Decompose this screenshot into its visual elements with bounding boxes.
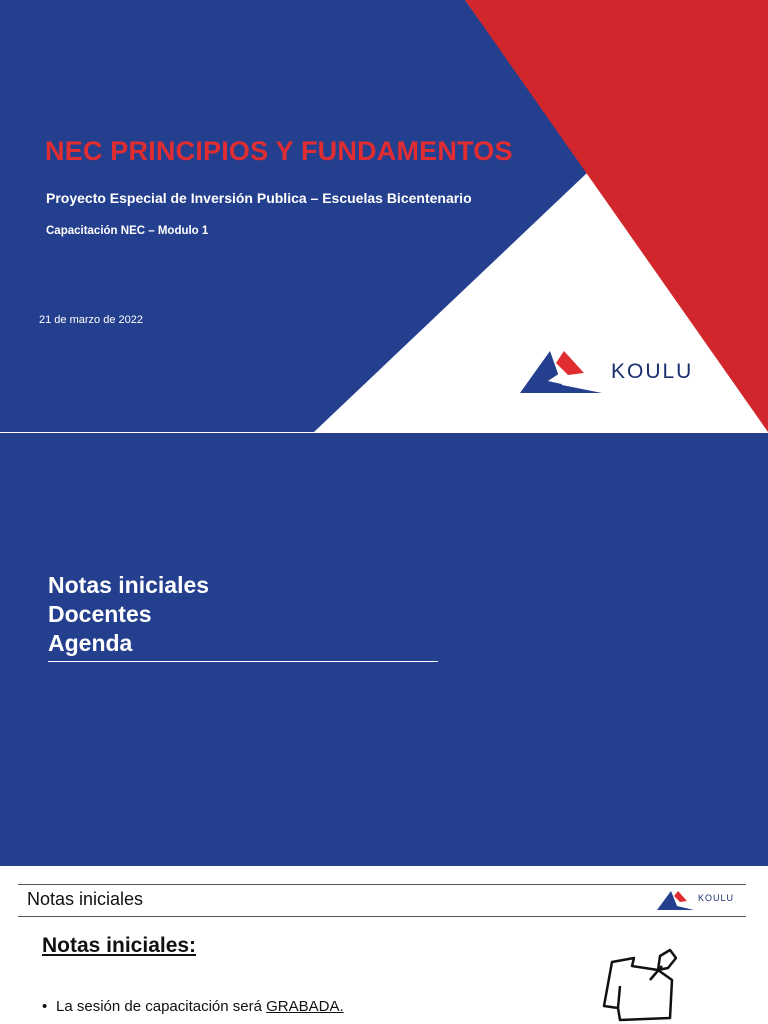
notes-title: Notas iniciales:	[42, 934, 197, 957]
bullet-text: La sesión de capacitación será	[56, 998, 267, 1015]
header-rule-bottom	[18, 916, 746, 917]
bullet-item	[42, 998, 344, 1015]
presentation-title: NEC PRINCIPIOS Y FUNDAMENTOS	[45, 136, 513, 166]
logo-wordmark: KOULU	[611, 360, 694, 383]
agenda-item-agenda: Agenda	[48, 630, 133, 656]
bullet-emphasis: GRABADA.	[266, 998, 344, 1015]
project-subtitle: Proyecto Especial de Inversión Publica – Escuelas Bicentenario	[46, 190, 472, 206]
agenda-item-docentes: Docentes	[48, 601, 152, 627]
bullet-marker: •	[42, 998, 48, 1015]
header-rule-top	[18, 884, 746, 885]
logo-wordmark-small: KOULU	[698, 893, 735, 903]
slide-header: Notas iniciales	[27, 889, 144, 909]
agenda-list	[48, 571, 209, 658]
module-subtitle: Capacitación NEC – Modulo 1	[46, 225, 209, 237]
sticky-note-pin-icon	[598, 946, 680, 1024]
agenda-divider	[48, 661, 438, 662]
presentation-date: 21 de marzo de 2022	[39, 314, 143, 326]
notes-slide	[0, 866, 768, 1024]
cover-slide	[0, 0, 768, 432]
agenda-item-notas: Notas iniciales	[48, 572, 210, 598]
agenda-slide	[0, 432, 768, 866]
